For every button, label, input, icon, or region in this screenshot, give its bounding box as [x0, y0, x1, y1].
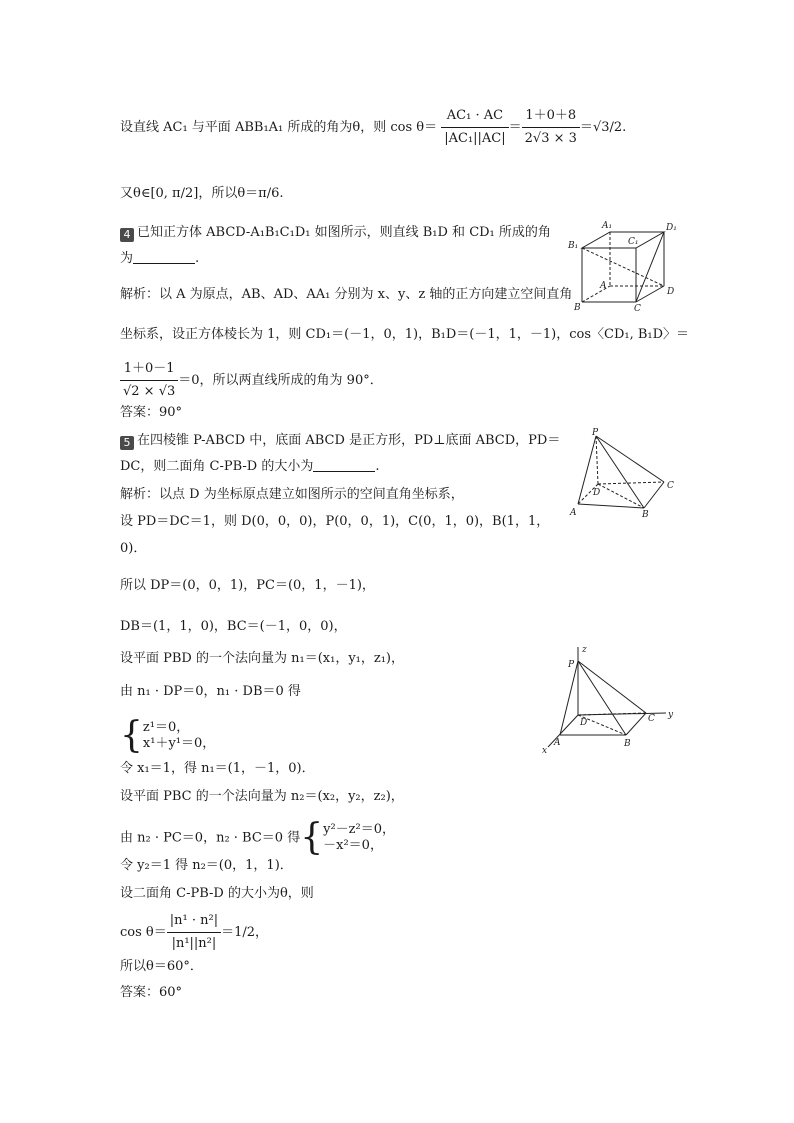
- problem-5-number: 5: [120, 436, 134, 450]
- axes-figure: [538, 643, 678, 755]
- axes-label-x: x: [542, 746, 548, 755]
- problem-4-solution-3: [120, 360, 383, 401]
- system-2-eq-b: －x²＝0，: [323, 838, 383, 853]
- cube-label-c: C: [634, 304, 641, 312]
- problem-5-answer: 答案：60°: [120, 985, 183, 1000]
- diagonal-b1d: [582, 248, 664, 286]
- diagonal-cd1: [636, 232, 664, 302]
- normal-vector-2-cond-text: 由 n₂ · PC＝0，n₂ · BC＝0 得: [120, 830, 301, 846]
- normal-vector-2-value: 令 y₂＝1 得 n₂＝(0，1，1)．: [120, 858, 293, 873]
- pyramid-figure: [568, 428, 680, 520]
- problem-5-coords: 设 PD＝DC＝1，则 D(0，0，0)，P(0，0，1)，C(0，1，0)，B(1，1，: [120, 514, 550, 529]
- cos-theta-prefix: cos θ＝: [120, 925, 167, 940]
- problem-4-text-2: 为: [120, 251, 134, 266]
- cube-top-face: [582, 232, 664, 248]
- cube-label-c1: C₁: [628, 237, 639, 247]
- cos-value-denominator: 2√3 × 3: [524, 131, 577, 146]
- problem-5-text-2: DC，则二面角 C-PB-D 的大小为: [120, 459, 314, 474]
- pyramid-label-a: A: [570, 508, 577, 518]
- system-1: [120, 715, 216, 756]
- cos-theta-denominator: |n¹||n²|: [171, 936, 217, 951]
- answer-blank-5: [313, 471, 375, 472]
- axes-label-p: P: [568, 660, 575, 670]
- cube-label-d1: D₁: [666, 223, 677, 233]
- cube-label-b1: B₁: [568, 241, 579, 251]
- problem-5-coords-2: 0)．: [120, 541, 147, 556]
- cos-fraction-1-denominator: |AC₁||AC|: [444, 131, 506, 146]
- axes-label-d: D: [580, 718, 588, 728]
- normal-vector-2-condition: [120, 817, 396, 858]
- vectors-line-2: DB＝(1，1，0)，BC＝(－1，0，0)，: [120, 619, 347, 634]
- problem-5-solution: 解析：以点 D 为坐标原点建立如图所示的空间直角坐标系，: [120, 487, 464, 502]
- cube-label-a1: A₁: [602, 221, 613, 231]
- pyramid-label-d: D: [593, 488, 601, 498]
- cos-fraction-1-numerator: AC₁ · AC: [441, 107, 508, 128]
- p4-fraction: [120, 360, 178, 401]
- problem-4-answer: 答案：90°: [120, 405, 183, 420]
- problem-4-text: 已知正方体 ABCD-A₁B₁C₁D₁ 如图所示，则直线 B₁D 和 CD₁ 所成的角: [137, 225, 551, 240]
- p4-fraction-denominator: √2 × √3: [123, 384, 176, 399]
- system-1-eq-b: x¹＋y¹＝0，: [142, 736, 216, 751]
- system-2-brace: {: [300, 817, 324, 858]
- theta-result: 所以θ＝60°．: [120, 959, 203, 974]
- angle-formula-line: 设直线 AC₁ 与平面 ABB₁A₁ 所成的角为θ，则 cos θ＝ $\frac{\text{AC₁ · AC}}{\text{|AC₁||AC|}}$ ＝ $\frac{1+0+8}{2√3 \times 3}$ ＝√3/2.: [120, 108, 627, 146]
- problem-5-line-1: [120, 432, 560, 450]
- problem-4-solution-1: 解析：以 A 为原点，AB、AD、AA₁ 分别为 x、y、z 轴的正方向建立空间直角: [120, 287, 573, 302]
- axes-label-c: C: [648, 714, 655, 724]
- normal-vector-1: 设平面 PBD 的一个法向量为 n₁＝(x₁，y₁，z₁)，: [120, 651, 405, 666]
- system-2-equations: [323, 822, 395, 854]
- problem-4-line-2: 为 .: [120, 251, 200, 266]
- problem-4-solution-2: 坐标系，设正方体棱长为 1，则 CD₁＝(－1，0，1)，B₁D＝(－1，1，－1)，cos〈CD₁, B₁D〉＝: [120, 327, 690, 342]
- cube-figure: [566, 218, 678, 312]
- pyramid-label-c: C: [667, 481, 674, 491]
- normal-vector-1-condition: 由 n₁ · DP＝0，n₁ · DB＝0 得: [120, 684, 301, 699]
- system-1-brace: {: [120, 715, 143, 756]
- axes-label-z: z: [582, 645, 587, 655]
- theta-range-line: 又θ∈[0, π/2]，所以θ＝π/6.: [120, 186, 284, 201]
- cube-label-d: D: [667, 287, 675, 297]
- problem-5-line-2: DC，则二面角 C-PB-D 的大小为 .: [120, 459, 380, 474]
- problem-4-line-1: [120, 224, 551, 242]
- problem-5-text: 在四棱锥 P-ABCD 中，底面 ABCD 是正方形，PD⊥底面 ABCD，PD＝: [137, 433, 561, 448]
- cos-fraction-1: [441, 107, 508, 148]
- p4-fraction-numerator: 1＋0－1: [120, 360, 178, 381]
- axes-label-y: y: [668, 710, 674, 720]
- x-axis: [548, 715, 578, 747]
- cos-result: √3/2: [592, 120, 623, 135]
- cos-value-fraction: [522, 107, 580, 148]
- cube-label-a: A: [600, 281, 607, 291]
- answer-blank-4: [133, 263, 195, 264]
- cube-label-b: B: [574, 303, 581, 312]
- normal-vector-1-value: 令 x₁＝1，得 n₁＝(1，－1，0)．: [120, 761, 315, 776]
- p4-solution-tail: ＝0，所以两直线所成的角为 90°．: [178, 373, 383, 388]
- system-1-equations: [143, 720, 215, 752]
- pyramid-label-b: B: [642, 510, 649, 520]
- cos-value-numerator: 1＋0＋8: [522, 107, 580, 128]
- pyramid-label-p: P: [592, 428, 599, 438]
- problem-4-number: 4: [120, 228, 134, 242]
- angle-intro-text: 设直线 AC₁ 与平面 ABB₁A₁ 所成的角为θ，则 cos θ＝: [120, 120, 438, 135]
- axes-label-a: A: [554, 738, 561, 748]
- system-1-eq-a: z¹＝0，: [142, 720, 190, 735]
- axes-label-b: B: [624, 739, 631, 749]
- cos-theta-numerator: |n¹ · n²|: [167, 912, 221, 933]
- cos-theta-fraction: [167, 912, 221, 953]
- vectors-line-1: 所以 DP＝(0，0，1)，PC＝(0，1，－1)，: [120, 578, 375, 593]
- normal-vector-2: 设平面 PBC 的一个法向量为 n₂＝(x₂，y₂，z₂)，: [120, 789, 404, 804]
- system-2-eq-a: y²－z²＝0，: [323, 822, 396, 837]
- dihedral-angle-line: 设二面角 C-PB-D 的大小为θ，则: [120, 886, 314, 901]
- cos-theta-line: [120, 912, 268, 953]
- cos-theta-value: ＝1/2，: [221, 925, 269, 940]
